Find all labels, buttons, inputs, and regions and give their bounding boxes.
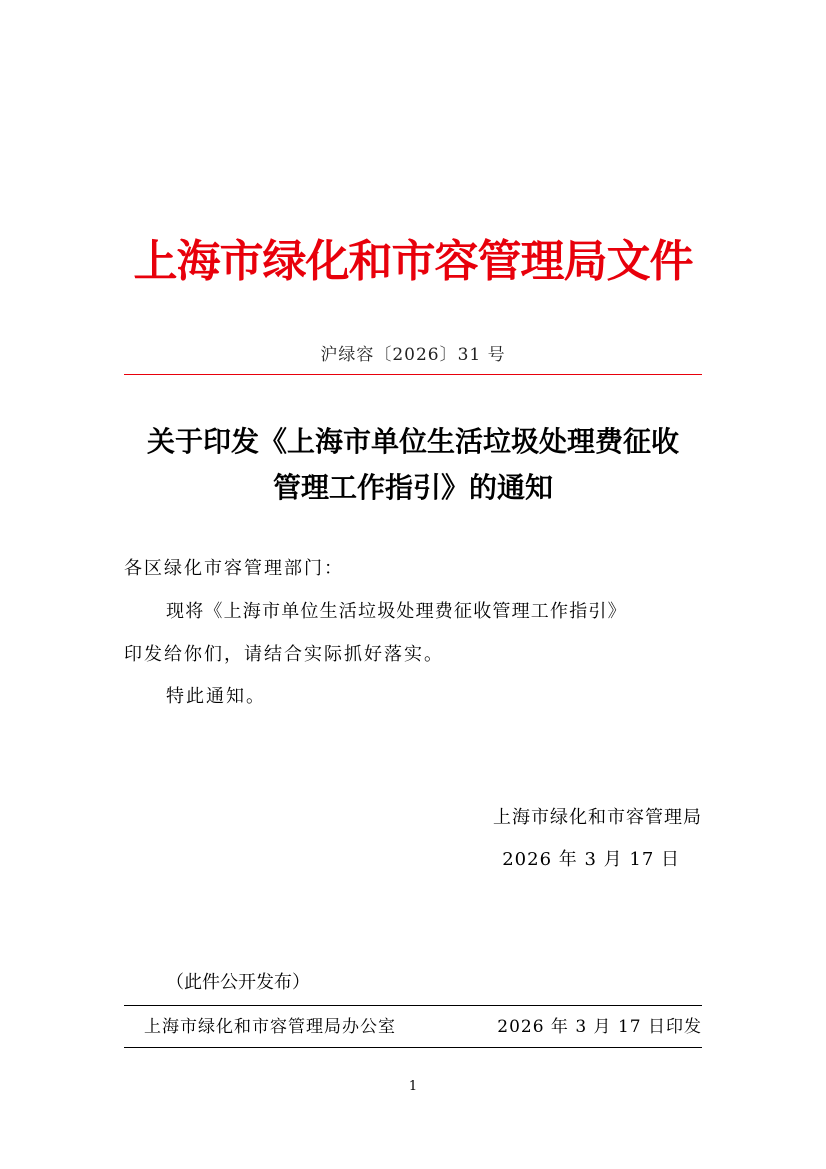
page-number: 1 [408,1079,418,1094]
notice-title-line-1: 关于印发《上海市单位生活垃圾处理费征收 [146,425,679,458]
body-paragraph-1-line-1: 现将《上海市单位生活垃圾处理费征收管理工作指引》 [166,601,627,622]
issuing-office: 上海市绿化和市容管理局办公室 [144,1017,396,1037]
public-release-note: （此件公开发布） [166,972,310,993]
footer-bottom-rule [124,1047,702,1048]
notice-title-line-2: 管理工作指引》的通知 [272,471,553,504]
signature-date: 2026 年 3 月 17 日 [502,849,680,870]
document-number: 沪绿容〔2026〕31 号 [320,345,506,365]
notice-title [124,419,702,511]
body-paragraph-1-line-2: 印发给你们，请结合实际抓好落实。 [124,644,444,665]
body-paragraph-2: 特此通知。 [166,686,266,707]
signature-organization: 上海市绿化和市容管理局 [493,807,702,828]
salutation: 各区绿化市容管理部门： [124,558,344,579]
issue-date: 2026 年 3 月 17 日印发 [497,1017,702,1037]
red-separator-line [124,374,702,375]
footer-top-rule [124,1005,702,1006]
agency-title: 上海市绿化和市容管理局文件 [133,236,693,287]
